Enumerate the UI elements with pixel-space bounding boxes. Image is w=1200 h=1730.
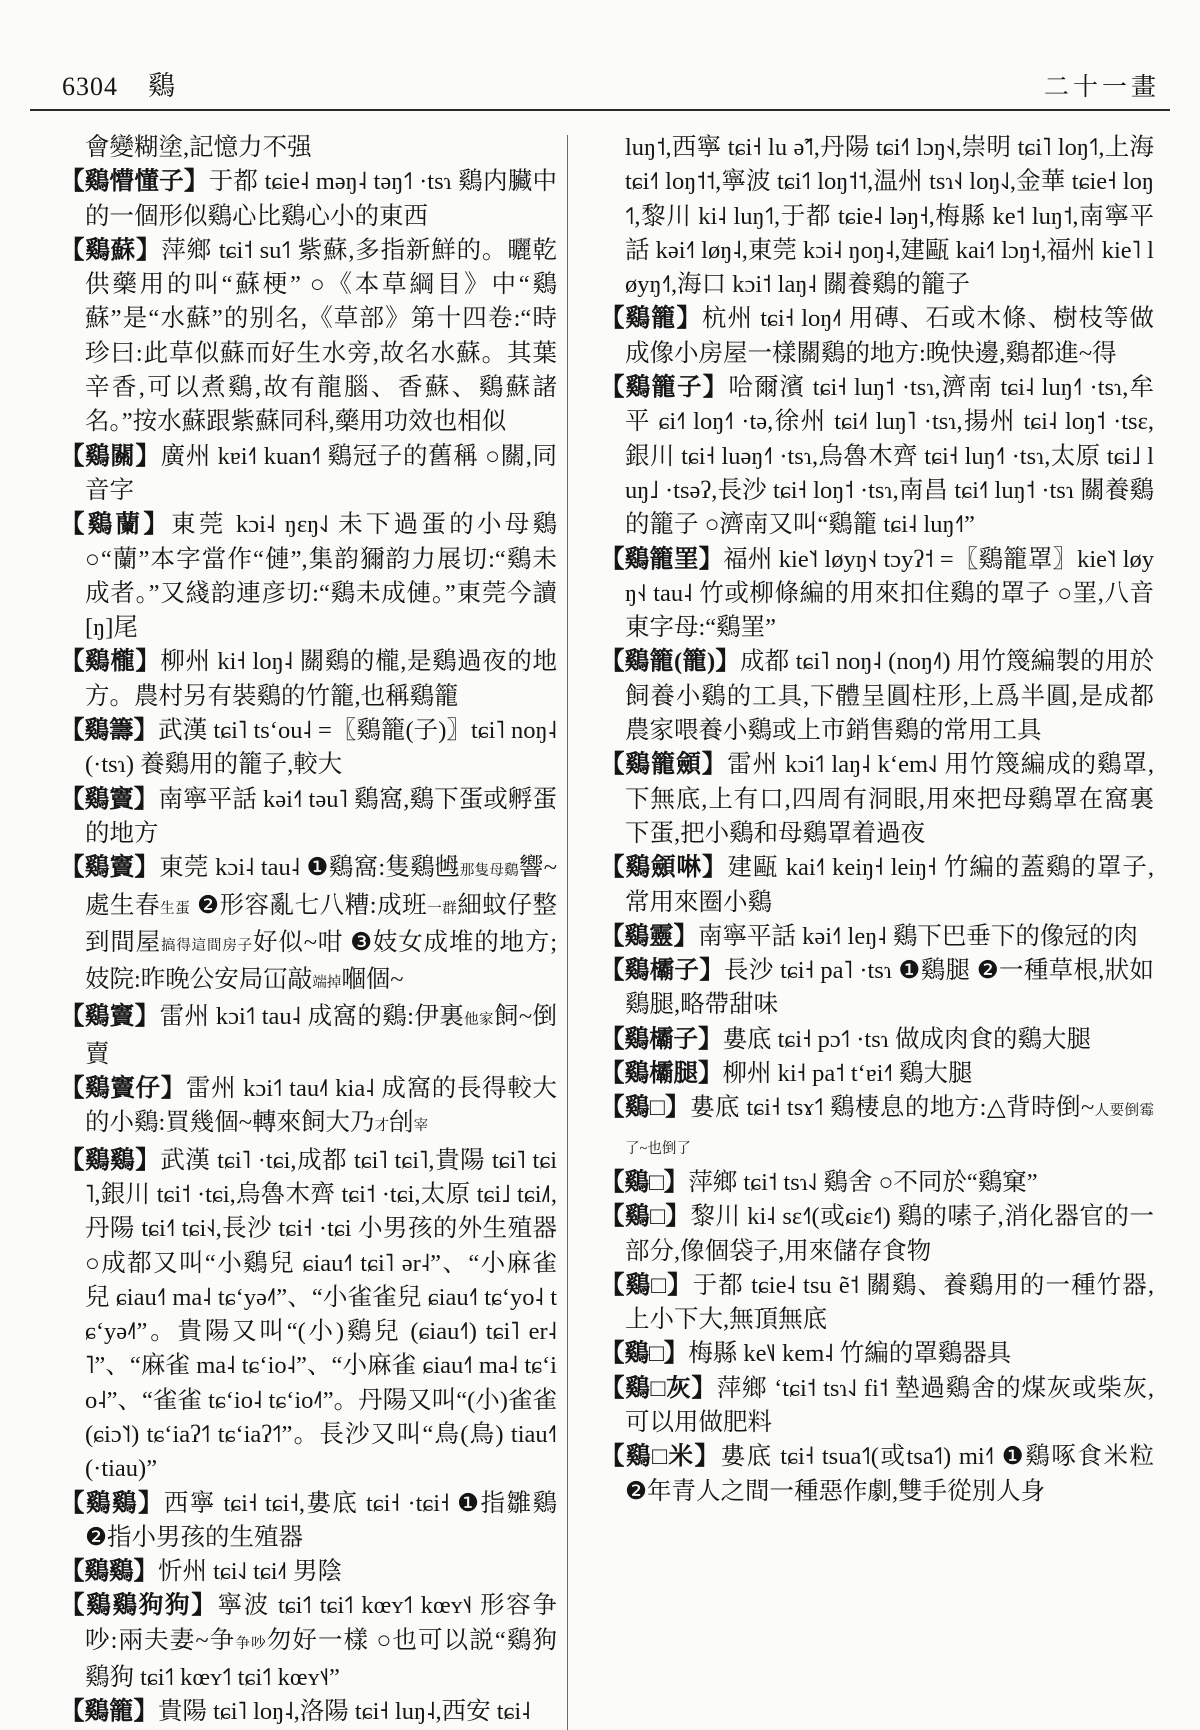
page-number: 6304 [62, 72, 118, 101]
entry-headword: 【鷄籠顩】 [600, 751, 728, 779]
entry-gloss-small: 搞得這間房子 [161, 937, 254, 954]
entry-gloss-small: 才 [374, 1118, 390, 1135]
entry-text: 雷州 kɔi˦˥ tau˨ 成窩的鷄:伊裏 [159, 1003, 465, 1031]
entry-text: 飼~倒賣 [85, 1003, 558, 1068]
dictionary-entry [600, 748, 1154, 851]
radical-character: 鷄 [148, 71, 175, 101]
entry-gloss-small: 人要倒霉了~也倒了 [625, 1103, 1154, 1157]
entry-text: ❷形容亂七八糟:成班 [190, 891, 428, 919]
dictionary-entry [60, 1000, 557, 1072]
entry-text: 于都 tɕie˨ tsu ẽ˦ 關鷄、養鷄用的一種竹器,上小下大,無頂無底 [625, 1271, 1154, 1334]
entry-headword: 【鷄籠】 [600, 305, 703, 333]
dictionary-entry [60, 1144, 557, 1487]
dictionary-entry [60, 440, 557, 509]
dictionary-entry [600, 645, 1154, 748]
left-column [60, 131, 567, 1730]
entry-headword: 【鷄鷄狗狗】 [60, 1592, 218, 1620]
dictionary-body [0, 111, 1200, 1730]
dictionary-entry [60, 1487, 557, 1556]
dictionary-entry [600, 954, 1154, 1023]
dictionary-entry [600, 920, 1154, 954]
entry-headword: 【鷄□】 [600, 1094, 691, 1122]
entry-text: 東莞 kɔi˨ tau˨ ❶鷄窩:隻鷄乸 [159, 854, 460, 882]
entry-text: 婁底 tɕi˧ tsɤ˦˥ 鷄棲息的地方:△背時倒~ [690, 1094, 1095, 1122]
entry-text: 細蚊仔整到間屋 [85, 891, 557, 956]
dictionary-entry [600, 1337, 1154, 1371]
entry-headword: 【鷄顩啉】 [600, 854, 728, 882]
dictionary-entry [600, 1023, 1154, 1057]
entry-gloss-small: 他家 [464, 1012, 494, 1029]
entry-text: 武漢 tɕi˥ ·tɕi,成都 tɕi˥ tɕi˥,貴陽 tɕi˥ tɕi˥,銀川 tɕi˦ ·tɕi,烏魯木齊 tɕi˦ ·tɕi,太原 tɕi˩ tɕi˩˥,丹陽 tɕi˧˥ tɕi˧˨,長沙 tɕi˧ ·tɕi 小男孩的外生殖器 ○成都又叫“小鷄兒 ɕiau˧˥ tɕi˥ ər˨”、“小麻雀兒 ɕiau˧˥ ma˨ tɕʻyə˨˥”、“小雀雀兒 ɕiau˧˥ tɕʻyo˨ tɕʻyə˨˥”。貴陽又叫“(小)鷄兒 (ɕiau˧˥) tɕi˥ er˨˥”、“麻雀 ma˨ tɕʻio˨”、“小麻雀 ɕiau˧˥ ma˨ tɕʻio˨”、“雀雀 tɕʻio˨ tɕʻio˨˥”。丹陽又叫“(小)雀雀 (ɕiɔ˥˦) tɕʻiaʔ˦˥ tɕʻiaʔ˦˥”。長沙又叫“鳥(鳥) tiau˧˥ (·tiau)” [85, 1146, 557, 1483]
dictionary-entry [60, 1072, 557, 1144]
page-header [0, 0, 1200, 109]
entry-text: 柳州 ki˧ loŋ˨ 關鷄的櫳,是鷄過夜的地方。農村另有裝鷄的竹籠,也稱鷄籠 [85, 648, 557, 710]
entry-text: 忻州 tɕi˨˩ tɕi˨˦ 男陰 [158, 1558, 343, 1586]
entry-headword: 【鷄□】 [600, 1168, 689, 1196]
entry-headword: 【鷄懵懂子】 [60, 168, 209, 196]
entry-headword: 【鷄鷄】 [60, 1146, 161, 1174]
entry-text: 雷州 kɔi˦˥ laŋ˨ kʻem˨˩ 用竹篾編成的鷄罩,下無底,上有口,四周有洞眼,用來把母鷄罩在窩裏下蛋,把小鷄和母鷄罩着過夜 [625, 751, 1154, 847]
entry-headword: 【鷄欛子】 [600, 1025, 723, 1053]
entry-headword: 【鷄蘇】 [60, 236, 162, 264]
entry-headword: 【鷄竇】 [60, 785, 159, 813]
dictionary-entry [60, 714, 557, 783]
entry-text: 西寧 tɕi˧ tɕi˧,婁底 tɕi˧ ·tɕi˧ ❶指雛鷄 ❷指小男孩的生殖器 [85, 1489, 557, 1551]
entry-text: 柳州 ki˧ pa˦ tʻɐi˧˥ 鷄大腿 [722, 1060, 973, 1088]
entry-gloss-small: 争吵 [235, 1635, 267, 1652]
entry-text: 響~處生春 [85, 854, 558, 919]
entry-text: 于都 tɕie˨ məŋ˨ təŋ˦˥ ·tsɿ 鷄内臟中的一個形似鷄心比鷄心小的東西 [85, 168, 557, 230]
entry-continuation [600, 131, 1154, 302]
entry-headword: 【鷄欛腿】 [600, 1060, 723, 1088]
entry-text: 黎川 ki˨ sɛ˧˥(或ɕiɛ˧˥) 鷄的嗉子,消化器官的一部分,像個袋子,用來儲存食物 [625, 1203, 1154, 1265]
entry-text: 萍鄉 tɕi˦ su˦˥ 紫蘇,多指新鮮的。曬乾供藥用的叫“蘇梗” ○《本草綱目》中“鷄蘇”是“水蘇”的别名,《草部》第十四卷:“時珍曰:此草似蘇而好生水旁,故名水蘇。其葉辛香,可以煮鷄,故有龍腦、香蘇、鷄蘇諸名。”按水蘇跟紫蘇同科,藥用功效也相似 [85, 236, 558, 436]
entry-headword: 【鷄籠】 [60, 1698, 158, 1726]
entry-text: 貴陽 tɕi˥ loŋ˨,洛陽 tɕi˧ luŋ˨,西安 tɕi˨ [158, 1698, 531, 1726]
dictionary-entry [600, 1440, 1154, 1509]
entry-text: 長沙 tɕi˧ pa˥ ·tsɿ ❶鷄腿 ❷一種草根,狀如鷄腿,略帶甜味 [625, 957, 1154, 1019]
entry-headword: 【鷄□灰】 [600, 1374, 717, 1402]
dictionary-entry [600, 1200, 1154, 1269]
entry-text: 婁底 tɕi˧ pɔ˦˥ ·tsɿ 做成肉食的鷄大腿 [722, 1025, 1092, 1053]
dictionary-entry [600, 1057, 1154, 1091]
entry-text: luŋ˦,西寧 tɕi˧ lu ə̃˦˥,丹陽 tɕi˧˥ lɔŋ˧˨,崇明 tɕi˥ loŋ˦˥,上海 tɕi˧˥ loŋ˦˦,寧波 tɕi˦˥ loŋ˦˦,温州 tsɿ˧˨ loŋ˨˩,金華 tɕie˧ loŋ˦˥,黎川 ki˨ luŋ˦˥,于都 tɕie˨ ləŋ˧,梅縣 ke˦ luŋ˦,南寧平話 kəi˧˥ løŋ˨,東莞 kɔi˨ ŋoŋ˨,建甌 kai˧˥ lɔŋ˧,福州 kie˥ løyŋ˧˥,海口 kɔi˦ laŋ˨ 關養鷄的籠子 [625, 134, 1154, 299]
entry-text: 哈爾濱 tɕi˧ luŋ˦ ·tsɿ,濟南 tɕi˨ luŋ˧˥ ·tsɿ,牟平 ɕi˧˥ loŋ˧˥ ·tə,徐州 tɕi˨˦ luŋ˥ ·tsɿ,揚州 tɕi˨ loŋ˦ ·tsɛ,銀川 tɕi˧ luəŋ˧˥ ·tsɿ,烏魯木齊 tɕi˧ luŋ˧˥ ·tsɿ,太原 tɕi˩ luŋ˩ ·tsəʔ,長沙 tɕi˧ loŋ˦ ·tsɿ,南昌 tɕi˧˥ luŋ˦ ·tsɿ 關養鷄的籠子 ○濟南又叫“鷄籠 tɕi˨ luŋ˧˥” [625, 374, 1155, 539]
dictionary-entry [60, 1555, 557, 1589]
dictionary-entry [600, 1166, 1154, 1200]
entry-gloss-small: 那隻母鷄 [459, 863, 519, 880]
entry-headword: 【鷄籠子】 [600, 374, 729, 402]
entry-headword: 【鷄□】 [600, 1340, 689, 1368]
stroke-count-label: 二十一畫 [1043, 74, 1160, 101]
entry-gloss-small: 一群 [427, 900, 458, 917]
dictionary-entry [60, 1589, 557, 1695]
entry-headword: 【鷄蘭】 [60, 511, 172, 539]
entry-text: 萍鄉 ʻtɕi˦ tsɿ˨˩ fi˦ 墊過鷄舍的煤灰或柴灰,可以用做肥料 [625, 1374, 1154, 1436]
entry-gloss-small: 生蛋 [160, 900, 191, 917]
entry-text: 寧波 tɕi˦˥ tɕi˦˥ kœʏ˦˥ kœʏ˦˨ 形容争吵:兩夫妻~争 [85, 1592, 557, 1654]
entry-headword: 【鷄□】 [600, 1203, 691, 1231]
entry-text: 建甌 kai˧˥ keiŋ˧ leiŋ˧ 竹編的蓋鷄的罩子,常用來圈小鷄 [625, 854, 1154, 916]
entry-headword: 【鷄鷄】 [60, 1489, 164, 1517]
entry-headword: 【鷄□】 [600, 1271, 693, 1299]
entry-headword: 【鷄竇】 [60, 1003, 160, 1031]
entry-text: 廣州 kɐi˧˥ kuan˧˥ 鷄冠子的舊稱 ○關,同音字 [85, 442, 558, 504]
dictionary-entry [600, 1269, 1154, 1338]
entry-headword: 【鷄竇仔】 [60, 1075, 186, 1103]
entry-headword: 【鷄籠罣】 [600, 545, 724, 573]
entry-text: 南寧平話 kəi˧˥ təu˥ 鷄窩,鷄下蛋或孵蛋的地方 [85, 785, 558, 847]
dictionary-entry [600, 851, 1154, 920]
dictionary-entry [60, 645, 557, 714]
entry-text: 會變糊塗,記憶力不强 [85, 134, 312, 161]
entry-headword: 【鷄竇】 [60, 854, 160, 882]
dictionary-entry [60, 783, 557, 852]
entry-text: 福州 kie˥˦ løyŋ˧˨ tɔyʔ˦ =〖鷄籠罩〗kie˥˦ løyŋ˧˨ tau˨ 竹或柳條編的用來扣住鷄的罩子 ○罣,八音東字母:“鷄罣” [625, 545, 1154, 642]
entry-text: 勿好一樣 ○也可以説“鷄狗鷄狗 tɕi˦˥ kœʏ˦˥ tɕi˦˥ kœʏ˦˨” [85, 1626, 558, 1692]
dictionary-entry [60, 234, 557, 440]
right-column [568, 131, 1154, 1730]
entry-text: 嗰個~ [341, 966, 404, 994]
entry-headword: 【鷄關】 [60, 442, 161, 470]
entry-text: 萍鄉 tɕi˦ tsɿ˨˩ 鷄舍 ○不同於“鷄窠” [688, 1168, 1038, 1196]
entry-headword: 【鷄籠(籠)】 [600, 648, 741, 676]
entry-text: 東莞 kɔi˨ ŋɛŋ˨˩ 未下過蛋的小母鷄 ○“蘭”本字當作“僆”,集韵獮韵力展切:“鷄未成者。”又綫韵連彦切:“鷄未成僆。”東莞今讀[ŋ]尾 [85, 511, 558, 642]
dictionary-entry [600, 302, 1154, 371]
dictionary-entry [600, 1091, 1154, 1166]
entry-headword: 【鷄鷄】 [60, 1558, 158, 1586]
dictionary-entry [600, 543, 1154, 646]
entry-gloss-small: 宰 [413, 1118, 429, 1135]
entry-text: 杭州 tɕi˧ loŋ˨˦ 用磚、石或木條、樹枝等做成像小房屋一樣關鷄的地方:晚快邊,鷄都進~得 [625, 305, 1155, 367]
entry-text: 雷州 kɔi˦˥ tau˨˥ kia˨ 成窩的長得較大的小鷄:買幾個~轉來飼大乃 [85, 1075, 557, 1137]
entry-continuation [60, 131, 557, 165]
entry-gloss-small: 端掉 [312, 975, 342, 992]
entry-headword: 【鷄籌】 [60, 717, 159, 745]
dictionary-entry [60, 1695, 557, 1729]
dictionary-entry [60, 508, 557, 645]
dictionary-entry [600, 1372, 1154, 1441]
dictionary-entry [60, 165, 557, 234]
entry-text: 好似~咁 ❸妓女成堆的地方;妓院:昨晚公安局冚敲 [85, 928, 558, 994]
entry-headword: 【鷄□米】 [600, 1443, 721, 1471]
dictionary-entry [600, 371, 1154, 542]
entry-text: 梅縣 ke˥˩ kem˨ 竹編的罩鷄器具 [688, 1340, 1012, 1368]
entry-text: 婁底 tɕi˧ tsua˦˥(或tsa˦˥) mi˧˥ ❶鷄啄食米粒 ❷年青人之間一種惡作劇,雙手從別人身 [625, 1443, 1154, 1505]
entry-text: 成都 tɕi˥ noŋ˨ (noŋ˨˥) 用竹篾編製的用於飼養小鷄的工具,下體呈圓柱形,上爲半圓,是成都農家喂養小鷄或上市銷售鷄的常用工具 [625, 648, 1154, 745]
entry-headword: 【鷄欛子】 [600, 957, 725, 985]
header-left-group [62, 64, 175, 103]
entry-text: 南寧平話 kəi˧˥ leŋ˨ 鷄下巴垂下的像冠的肉 [698, 922, 1138, 950]
dictionary-entry [60, 851, 557, 1000]
entry-text: 武漢 tɕi˥ tsʻou˨ =〖鷄籠(子)〗tɕi˥ noŋ˨ (·tsɿ) 養鷄用的籠子,較大 [85, 717, 557, 779]
entry-headword: 【鷄靈】 [600, 922, 698, 950]
entry-headword: 【鷄櫳】 [60, 648, 161, 676]
entry-text: 刣 [389, 1109, 414, 1137]
